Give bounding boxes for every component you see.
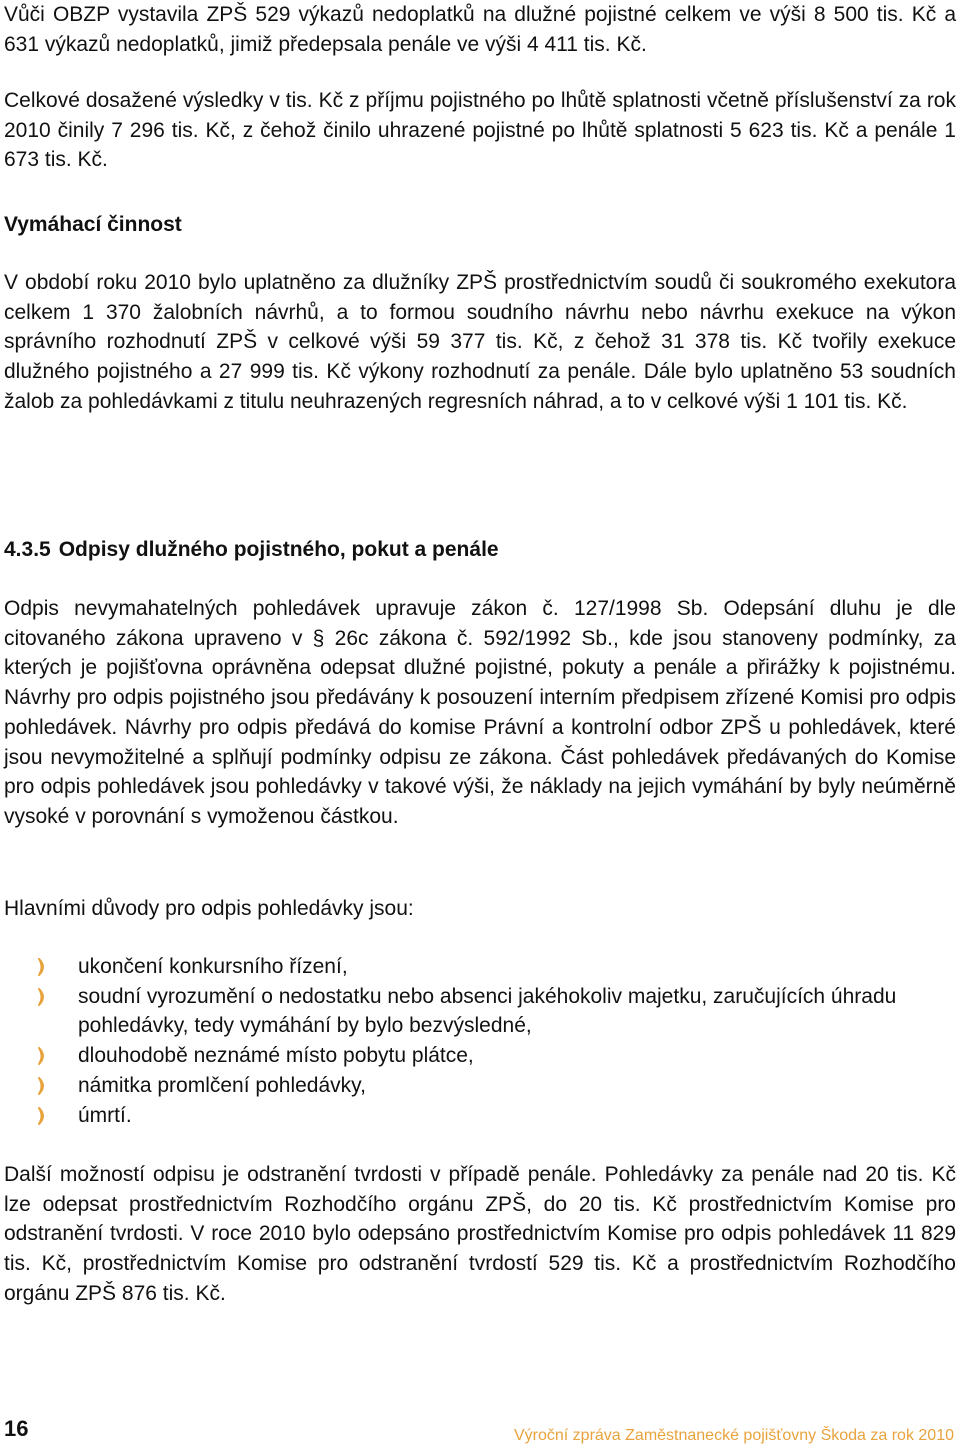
list-item-text: soudní vyrozumění o nedostatku nebo absenci jakéhokoliv majetku, zaručujících úhradu pohledávky, tedy vymáhání by bylo bezvýsledné, — [78, 984, 897, 1038]
footer-report-title: Výroční zpráva Zaměstnanecké pojišťovny Škoda za rok 2010 — [513, 1427, 954, 1444]
chevron-right-icon — [38, 958, 48, 976]
list-item-text: úmrtí. — [78, 1103, 132, 1127]
chevron-right-icon — [38, 1077, 48, 1095]
list-item — [4, 952, 956, 982]
section-number: 4.3.5 — [4, 538, 51, 561]
paragraph-hardship-removal: Další možností odpisu je odstranění tvrdosti v případě penále. Pohledávky za penále nad 20 tis. Kč lze odepsat prostřednictvím Rozhodčího orgánu ZPŠ, do 20 tis. Kč prostřednictvím Komise pro odstranění tvrdosti. V roce 2010 bylo odepsáno prostřednictvím Komise pro odpis pohledávek 11 829 tis. Kč, prostřednictvím Komise pro odstranění tvrdostí 529 tis. Kč a prostřednictvím Rozhodčího orgánu ZPŠ 876 tis. Kč. — [4, 1163, 956, 1305]
paragraph-main-reasons: Hlavními důvody pro odpis pohledávky jsou: — [4, 897, 414, 920]
list-item — [4, 982, 956, 1041]
heading-vymahaci-cinnost: Vymáhací činnost — [4, 213, 182, 236]
reasons-list — [4, 952, 956, 1130]
paragraph-total-results: Celkové dosažené výsledky v tis. Kč z příjmu pojistného po lhůtě splatnosti včetně příslušenství za rok 2010 činily 7 296 tis. Kč, z čehož činilo uhrazené pojistné po lhůtě splatnosti 5 623 tis. Kč a penále 1 673 tis. Kč. — [4, 89, 956, 172]
list-item-text: námitka promlčení pohledávky, — [78, 1073, 366, 1097]
chevron-right-icon — [38, 1047, 48, 1065]
chevron-right-icon — [38, 988, 48, 1006]
chevron-right-icon — [38, 1107, 48, 1125]
paragraph-write-off-rules: Odpis nevymahatelných pohledávek upravuje zákon č. 127/1998 Sb. Odepsání dluhu je dle citovaného zákona upraveno v § 26c zákona č. 592/1992 Sb., kde jsou stanoveny podmínky, za kterých je pojišťovna oprávněna odepsat dlužné pojistné, pokuty a penále a přirážky k pojistnému. Návrhy pro odpis pojistného jsou předávány k posouzení interním předpisem zřízené Komisi pro odpis pohledávek. Návrhy pro odpis předává do komise Právní a kontrolní odbor ZPŠ u pohledávek, které jsou nevymožitelné a splňují podmínky odpisu ze zákona. Část pohledávek předávaných do Komise pro odpis pohledávek jsou pohledávky v takové výši, že náklady na jejich vymáhání by byly neúměrně vysoké v porovnání s vymoženou částkou. — [4, 597, 956, 828]
list-item — [4, 1101, 956, 1131]
list-item-text: ukončení konkursního řízení, — [78, 955, 348, 978]
list-item — [4, 1071, 956, 1101]
paragraph-enforcement: V období roku 2010 bylo uplatněno za dlužníky ZPŠ prostřednictvím soudů či soukromého exekutora celkem 1 370 žalobních návrhů, a to formou soudního návrhu nebo návrhu exekuce na výkon správního rozhodnutí ZPŠ v celkové výši 59 377 tis. Kč, z čehož 31 378 tis. Kč tvořily exekuce dlužného pojistného a 27 999 tis. Kč výkony rozhodnutí za penále. Dále bylo uplatněno 53 soudních žalob za pohledávkami z titulu neuhrazených regresních náhrad, a to v celkové výši 1 101 tis. Kč. — [4, 271, 956, 413]
section-heading — [4, 535, 499, 565]
list-item — [4, 1041, 956, 1071]
section-title: Odpisy dlužného pojistného, pokut a penále — [58, 538, 499, 561]
paragraph-obzp-statements: Vůči OBZP vystavila ZPŠ 529 výkazů nedoplatků na dlužné pojistné celkem ve výši 8 500 tis. Kč a 631 výkazů nedoplatků, jimiž předepsala penále ve výši 4 411 tis. Kč. — [4, 3, 956, 56]
page-number: 16 — [4, 1416, 29, 1441]
list-item-text: dlouhodobě neznámé místo pobytu plátce, — [78, 1044, 474, 1068]
